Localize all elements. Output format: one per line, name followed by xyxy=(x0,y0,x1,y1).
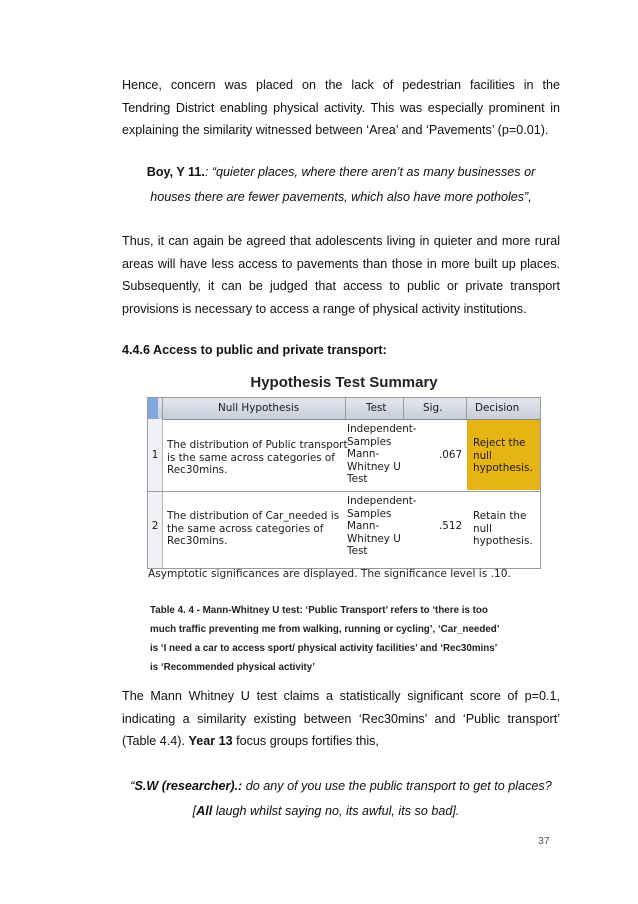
text-line: areas will have less access to pavements than those in more built up places. xyxy=(122,256,560,271)
text-line: Thus, it can again be agreed that adolescents living in quieter and more rural xyxy=(122,234,560,248)
quote-text: : “quieter places, where there aren’t as many businesses or xyxy=(204,165,536,179)
table-row-test: Independent- Samples Mann- Whitney U Test xyxy=(347,423,417,485)
table-row-decision: Reject the null hypothesis. xyxy=(473,437,533,474)
row-number: 1 xyxy=(151,449,159,461)
quote-text: houses there are fewer pavements, which also have more potholes”, xyxy=(150,190,532,204)
table-row-sig: .067 xyxy=(439,449,463,461)
text-line: indicating a similarity existing between ‘Rec30mins’ and ‘Public transport’ xyxy=(122,711,560,726)
quote-researcher: “S.W (researcher).: do any of you use the public transport to get to places? [All laugh whilst saying no, its awful, its so bad]. xyxy=(130,779,552,818)
table-row-test: Independent- Samples Mann- Whitney U Test xyxy=(347,495,417,557)
quote-text: do any of you use the public transport to get to places? xyxy=(242,779,552,793)
table-title: Hypothesis Test Summary xyxy=(250,374,438,391)
header-sig: Sig. xyxy=(423,402,443,414)
header-null-hypothesis: Null Hypothesis xyxy=(218,402,300,414)
table-row-hypothesis: The distribution of Car_needed is the same across categories of Rec30mins. xyxy=(167,510,340,547)
paragraph-mann-whitney xyxy=(122,685,560,753)
text-line: explaining the similarity witnessed between ‘Area’ and ‘Pavements’ (p=0.01). xyxy=(122,123,549,137)
row-number: 2 xyxy=(151,520,159,532)
text-line: Tendring District enabling physical activity. This was especially prominent in xyxy=(122,100,560,115)
quote-speaker: Boy, Y 11. xyxy=(146,165,205,179)
paragraph-intro xyxy=(122,74,560,142)
header-test: Test xyxy=(366,402,387,414)
quote-speaker: S.W (researcher).: xyxy=(134,779,243,793)
header-accent xyxy=(148,398,158,419)
table-row-hypothesis: The distribution of Public transport is the same across categories of Rec30mins. xyxy=(167,439,348,476)
table-footnote: Asymptotic significances are displayed. The significance level is .10. xyxy=(148,568,511,580)
section-heading: 4.4.6 Access to public and private transport: xyxy=(122,343,387,357)
row-number-column xyxy=(148,419,163,568)
table-row-sig: .512 xyxy=(439,520,463,532)
page-number: 37 xyxy=(538,835,550,847)
text-line: Hence, concern was placed on the lack of pedestrian facilities in the xyxy=(122,78,560,92)
paragraph-thus xyxy=(122,230,560,320)
header-decision: Decision xyxy=(475,402,520,414)
table-row-decision: Retain the null hypothesis. xyxy=(473,510,533,547)
text-line: provisions is necessary to access a range of physical activity institutions. xyxy=(122,301,527,316)
quote-boy-y11 xyxy=(122,160,560,210)
table-caption: Table 4. 4 - Mann-Whitney U test: ‘Public Transport’ refers to ‘there is too much traffic preventing me from walking, running or cycling’, ‘Car_needed’ is ‘I need a car to access sport/ physical activity facilities’ and ‘Rec30mins’ is ‘Recommended physical activity’ xyxy=(150,605,500,673)
text-line: Subsequently, it can be judged that access to public or private transport xyxy=(122,279,560,293)
text-line: (Table 4.4). Year 13 focus groups fortifies this, xyxy=(122,734,379,748)
text-line: The Mann Whitney U test claims a statistically significant score of p=0.1, xyxy=(122,689,560,703)
hypothesis-test-table xyxy=(147,397,541,569)
